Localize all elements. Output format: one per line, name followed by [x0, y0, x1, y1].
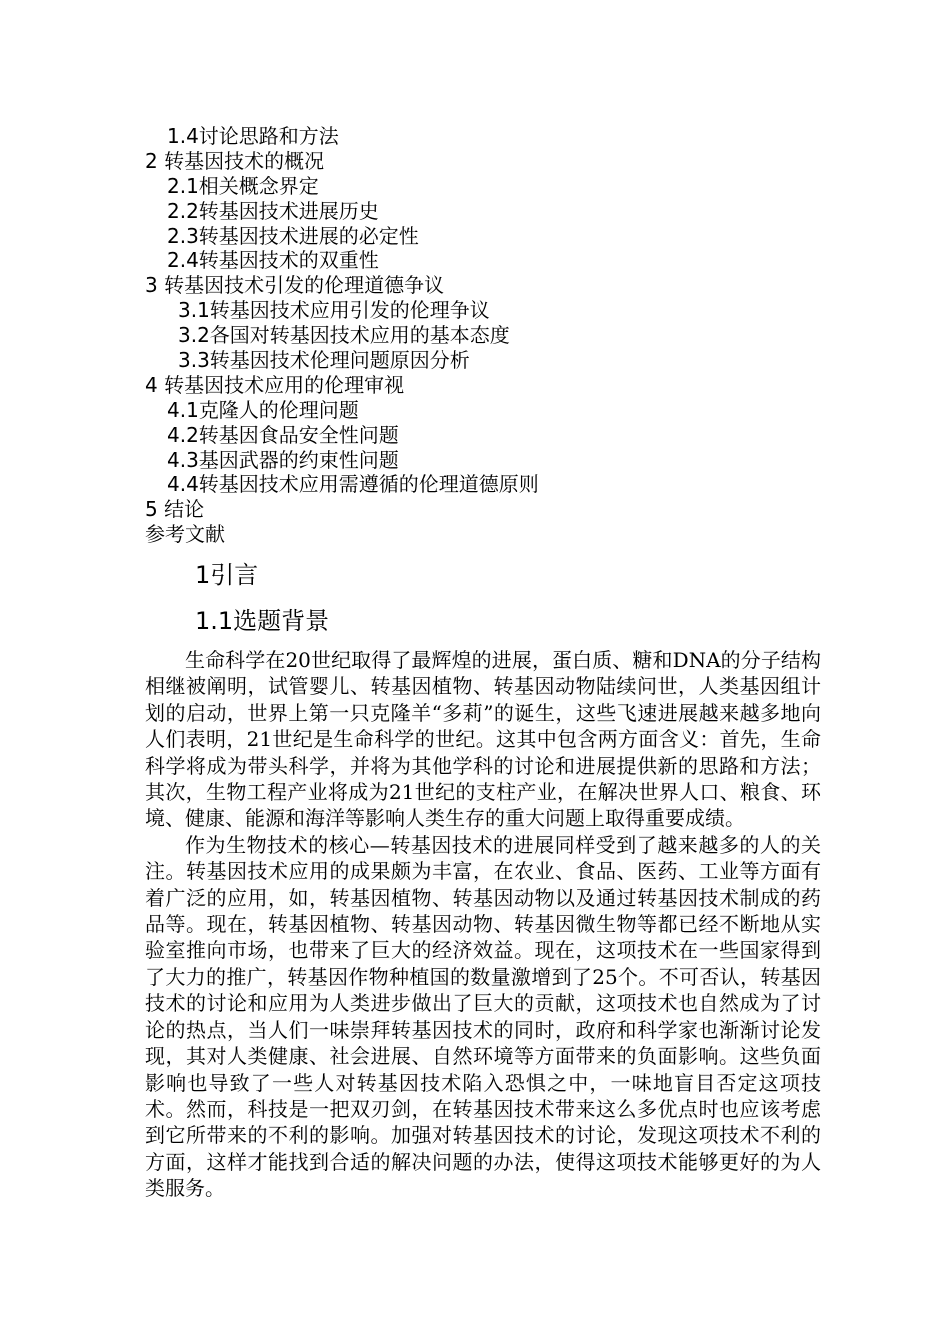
toc-item: 4.4转基因技术应用需遵循的伦理道德原则 — [167, 472, 539, 497]
table-of-contents — [145, 124, 845, 547]
toc-item: 2.4转基因技术的双重性 — [167, 248, 379, 273]
toc-item: 4.2转基因食品安全性问题 — [167, 422, 399, 447]
toc-item: 4 转基因技术应用的伦理审视 — [145, 372, 405, 397]
toc-item: 3 转基因技术引发的伦理道德争议 — [145, 273, 445, 298]
chapter-heading: 1引言 — [195, 561, 259, 589]
toc-item: 3.2各国对转基因技术应用的基本态度 — [178, 323, 510, 348]
paragraph: 生命科学在20世纪取得了最辉煌的进展，蛋白质、糖和DNA的分子结构相继被阐明，试管婴儿、转基因植物、转基因动物陆续问世，人类基因组计划的启动，世界上第一只克隆羊“多莉”的诞生，这些飞速进展越来越多地向人们表明，21世纪是生命科学的世纪。这其中包含两方面含义：首先，生命科学将成为带头科学，并将为其他学科的讨论和进展提供新的思路和方法；其次，生物工程产业将成为21世纪的支柱产业，在解决世界人口、粮食、环境、健康、能源和海洋等影响人类生存的重大问题上取得重要成绩。 — [145, 648, 821, 831]
paragraph: 作为生物技术的核心—转基因技术的进展同样受到了越来越多的人的关注。转基因技术应用的成果颇为丰富，在农业、食品、医药、工业等方面有着广泛的应用，如，转基因植物、转基因动物以及通过转基因技术制成的药品等。现在，转基因植物、转基因动物、转基因微生物等都已经不断地从实验室推向市场，也带来了巨大的经济效益。现在，这项技术在一些国家得到了大力的推广，转基因作物种植国的数量激增到了25个。不可否认，转基因技术的讨论和应用为人类进步做出了巨大的贡献，这项技术也自然成为了讨论的热点，当人们一味崇拜转基因技术的同时，政府和科学家也渐渐讨论发现，其对人类健康、社会进展、自然环境等方面带来的负面影响。这些负面影响也导致了一些人对转基因技术陷入恐惧之中，一味地盲目否定这项技术。然而，科技是一把双刃剑，在转基因技术带来这么多优点时也应该考虑到它所带来的不利的影响。加强对转基因技术的讨论，发现这项技术不利的方面，这样才能找到合适的解决问题的办法，使得这项技术能够更好的为人类服务。 — [145, 832, 821, 1201]
toc-item: 3.1转基因技术应用引发的伦理争议 — [178, 298, 490, 323]
toc-item: 1.4讨论思路和方法 — [167, 124, 339, 148]
toc-item: 3.3转基因技术伦理问题原因分析 — [178, 348, 470, 373]
toc-item: 2.2转基因技术进展历史 — [167, 198, 379, 223]
toc-item: 2 转基因技术的概况 — [145, 148, 325, 173]
toc-item: 2.3转基因技术进展的必定性 — [167, 223, 419, 248]
toc-item: 2.1相关概念界定 — [167, 173, 319, 198]
body-text — [145, 647, 821, 1202]
toc-item: 4.1克隆人的伦理问题 — [167, 397, 359, 422]
toc-item: 4.3基因武器的约束性问题 — [167, 447, 399, 472]
toc-item: 5 结论 — [145, 497, 205, 522]
section-heading: 1.1选题背景 — [195, 607, 330, 635]
toc-item: 参考文献 — [145, 522, 225, 547]
